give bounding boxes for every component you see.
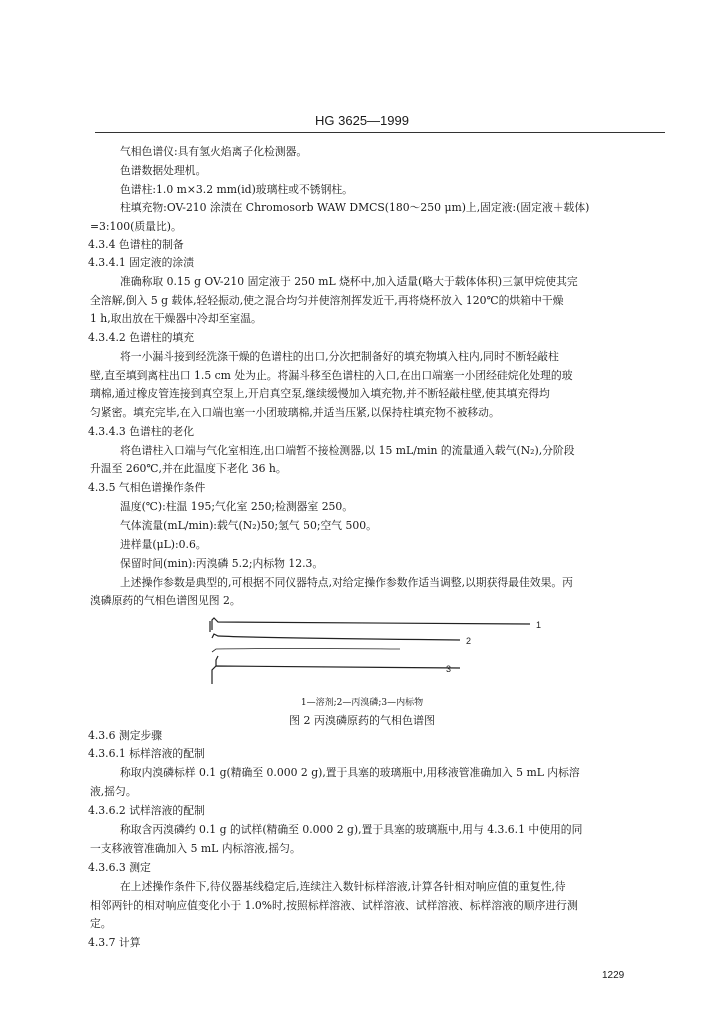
- peak-label-1: 1: [536, 620, 542, 630]
- figure-caption: 图 2 丙溴磷原药的气相色谱图: [289, 714, 435, 727]
- trace-3: [212, 666, 460, 684]
- text-line: 保留时间(min):丙溴磷 5.2;内标物 12.3。: [120, 557, 324, 570]
- header-code: HG 3625—1999: [315, 113, 409, 128]
- text-line: 准确称取 0.15 g OV-210 固定液于 250 mL 烧杯中,加入适量(略大于载体体积)三氯甲烷使其完: [120, 275, 578, 288]
- text-line: 柱填充物:OV-210 涂渍在 Chromosorb WAW DMCS(180～250 μm)上,固定液:(固定液＋载体): [120, 201, 590, 214]
- text-line: 定。: [90, 917, 112, 930]
- text-line: 璃棉,通过橡皮管连接到真空泵上,开启真空泵,继续缓慢加入填充物,并不断轻敲柱壁,使其填充得均: [90, 387, 550, 400]
- text-line: 进样量(μL):0.6。: [120, 538, 207, 551]
- text-line: 色谱柱:1.0 m×3.2 mm(id)玻璃柱或不锈钢柱。: [120, 183, 353, 196]
- text-line: 上述操作参数是典型的,可根据不同仪器特点,对给定操作参数作适当调整,以期获得最佳效果。丙: [120, 576, 573, 589]
- figure-legend: 1—溶剂;2—丙溴磷;3—内标物: [300, 698, 424, 708]
- header-rule: [95, 132, 665, 133]
- text-line: 1 h,取出放在干燥器中冷却至室温。: [90, 312, 262, 325]
- text-line: 气相色谱仪:具有氢火焰离子化检测器。: [120, 145, 308, 158]
- text-line: =3:100(质量比)。: [90, 220, 182, 233]
- text-line: 在上述操作条件下,待仪器基线稳定后,连续注入数针标样溶液,计算各针相对响应值的重复性,待: [120, 880, 566, 893]
- text-line: 升温至 260℃,并在此温度下老化 36 h。: [90, 462, 287, 475]
- text-line: 色谱数据处理机。: [120, 164, 207, 177]
- text-line: 将一小漏斗接到经洗涤干燥的色谱柱的出口,分次把制备好的填充物填入柱内,同时不断轻敲柱: [120, 350, 559, 363]
- text-line: 液,摇匀。: [90, 785, 137, 798]
- text-line: 壁,直至填到离柱出口 1.5 cm 处为止。将漏斗移至色谱柱的入口,在出口端塞一小团经硅烷化处理的玻: [90, 369, 573, 382]
- section-heading: 4.3.4.2 色谱柱的填充: [88, 331, 194, 344]
- text-line: 气体流量(mL/min):载气(N₂)50;氢气 50;空气 500。: [120, 519, 377, 532]
- section-heading: 4.3.4.3 色谱柱的老化: [88, 425, 194, 438]
- section-heading: 4.3.5 气相色谱操作条件: [88, 481, 206, 494]
- text-line: 温度(℃):柱温 195;气化室 250;检测器室 250。: [120, 500, 354, 513]
- chromatogram-figure: [200, 616, 560, 696]
- section-heading: 4.3.6.2 试样溶液的配制: [88, 804, 205, 817]
- section-heading: 4.3.6 测定步骤: [88, 729, 163, 742]
- text-line: 匀紧密。填充完毕,在入口端也塞一小团玻璃棉,并适当压紧,以保持柱填充物不被移动。: [90, 406, 500, 419]
- section-heading: 4.3.4.1 固定液的涂渍: [88, 256, 194, 269]
- text-line: 一支移液管准确加入 5 mL 内标溶液,摇匀。: [90, 842, 301, 855]
- section-heading: 4.3.6.3 测定: [88, 861, 151, 874]
- text-line: 全溶解,倒入 5 g 载体,轻轻振动,使之混合均匀并使溶剂挥发近干,再将烧杯放入 120℃的烘箱中干燥: [90, 294, 564, 307]
- section-heading: 4.3.6.1 标样溶液的配制: [88, 747, 205, 760]
- page-number: 1229: [602, 970, 625, 981]
- text-line: 相邻两针的相对响应值变化小于 1.0%时,按照标样溶液、试样溶液、试样溶液、标样溶液的顺序进行测: [90, 899, 578, 912]
- section-heading: 4.3.4 色谱柱的制备: [88, 238, 184, 251]
- section-heading: 4.3.7 计算: [88, 936, 141, 949]
- text-line: 称取内溴磷标样 0.1 g(精确至 0.000 2 g),置于具塞的玻璃瓶中,用移液管准确加入 5 mL 内标溶: [120, 766, 580, 779]
- peak-label-3: 3: [446, 664, 452, 674]
- text-line: 将色谱柱入口端与气化室相连,出口端暂不接检测器,以 15 mL/min 的流量通入载气(N₂),分阶段: [120, 444, 575, 457]
- text-line: 称取含丙溴磷约 0.1 g 的试样(精确至 0.000 2 g),置于具塞的玻璃瓶中,用与 4.3.6.1 中使用的同: [120, 823, 583, 836]
- peak-label-2: 2: [466, 636, 472, 646]
- trace-1: [212, 618, 530, 630]
- trace-2: [212, 634, 460, 640]
- text-line: 溴磷原药的气相色谱图见图 2。: [90, 594, 241, 607]
